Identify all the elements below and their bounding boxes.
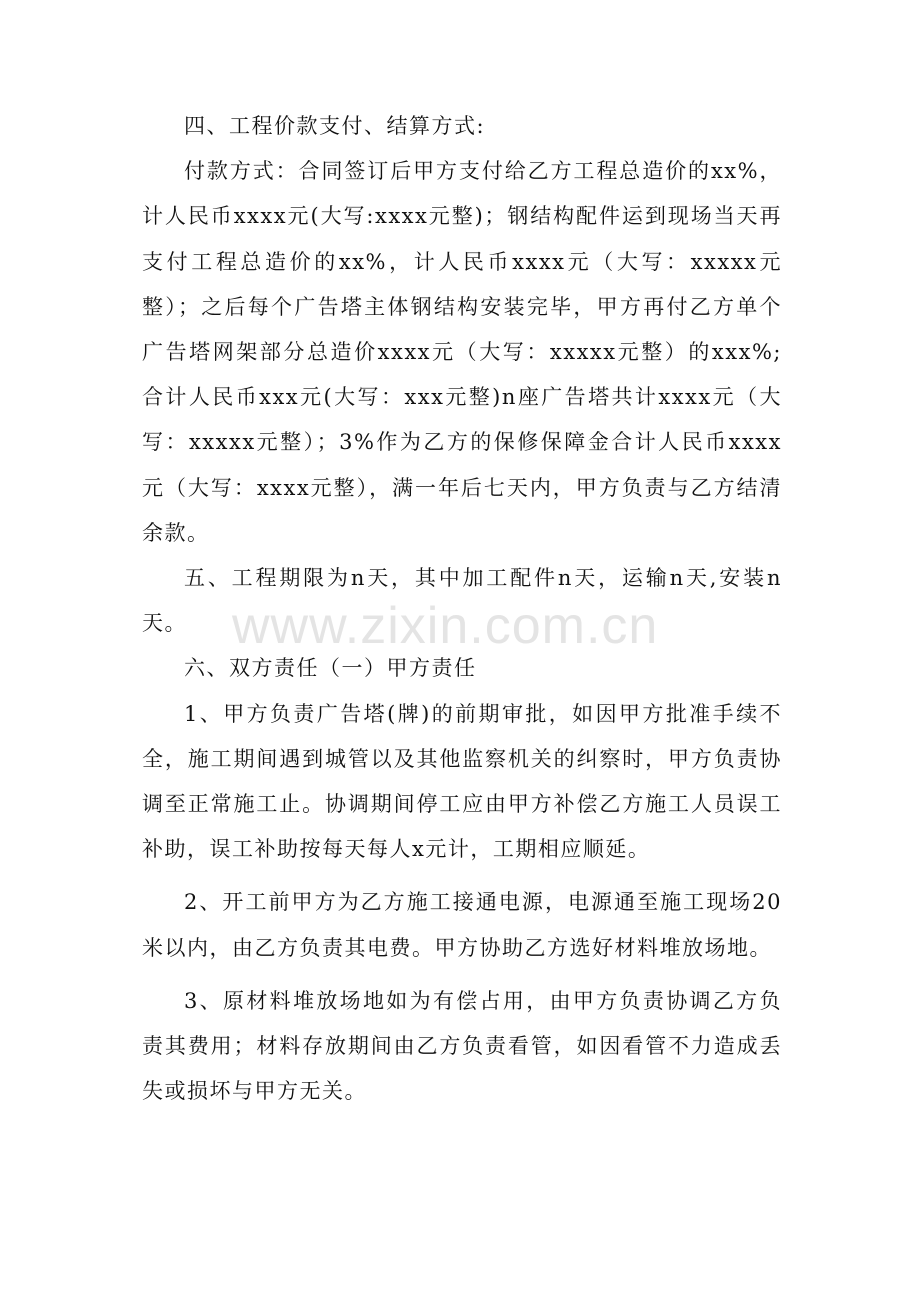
document-body — [142, 104, 782, 1114]
clause-3-paragraph: 3、原材料堆放场地如为有偿占用，由甲方负责协调乙方负责其费用；材料存放期间由乙方负责看管，如因看管不力造成丢失或损坏与甲方无关。 — [142, 988, 782, 1104]
watermark-text: www.zixin.com.cn — [232, 597, 659, 655]
section-4-heading: 四、工程价款支付、结算方式: — [184, 114, 486, 138]
section-5-schedule-paragraph: 五、工程期限为n天，其中加工配件n天，运输n天,安装n天。 — [142, 566, 782, 636]
payment-method-paragraph: 付款方式：合同签订后甲方支付给乙方工程总造价的xx%，计人民币xxxx元(大写:xxxx元整)；钢结构配件运到现场当天再支付工程总造价的xx%，计人民币xxxx元（大写：xxxxx元整）；之后每个广告塔主体钢结构安装完毕，甲方再付乙方单个广告塔网架部分总造价xxxx元（大写：xxxxx元整）的xxx%;合计人民币xxx元(大写：xxx元整)n座广告塔共计xxxx元（大写：xxxxx元整）；3%作为乙方的保修保障金合计人民币xxxx元（大写：xxxx元整），满一年后七天内，甲方负责与乙方结清余款。 — [142, 159, 782, 545]
section-6-heading: 六、双方责任（一）甲方责任 — [184, 656, 477, 681]
clause-2-paragraph: 2、开工前甲方为乙方施工接通电源，电源通至施工现场20米以内，由乙方负责其电费。甲方协助乙方选好材料堆放场地。 — [142, 890, 782, 960]
clause-1-paragraph: 1、甲方负责广告塔(牌)的前期审批，如因甲方批准手续不全，施工期间遇到城管以及其他监察机关的纠察时，甲方负责协调至正常施工止。协调期间停工应由甲方补偿乙方施工人员误工补助，误工补助按每天每人x元计，工期相应顺延。 — [142, 701, 782, 862]
